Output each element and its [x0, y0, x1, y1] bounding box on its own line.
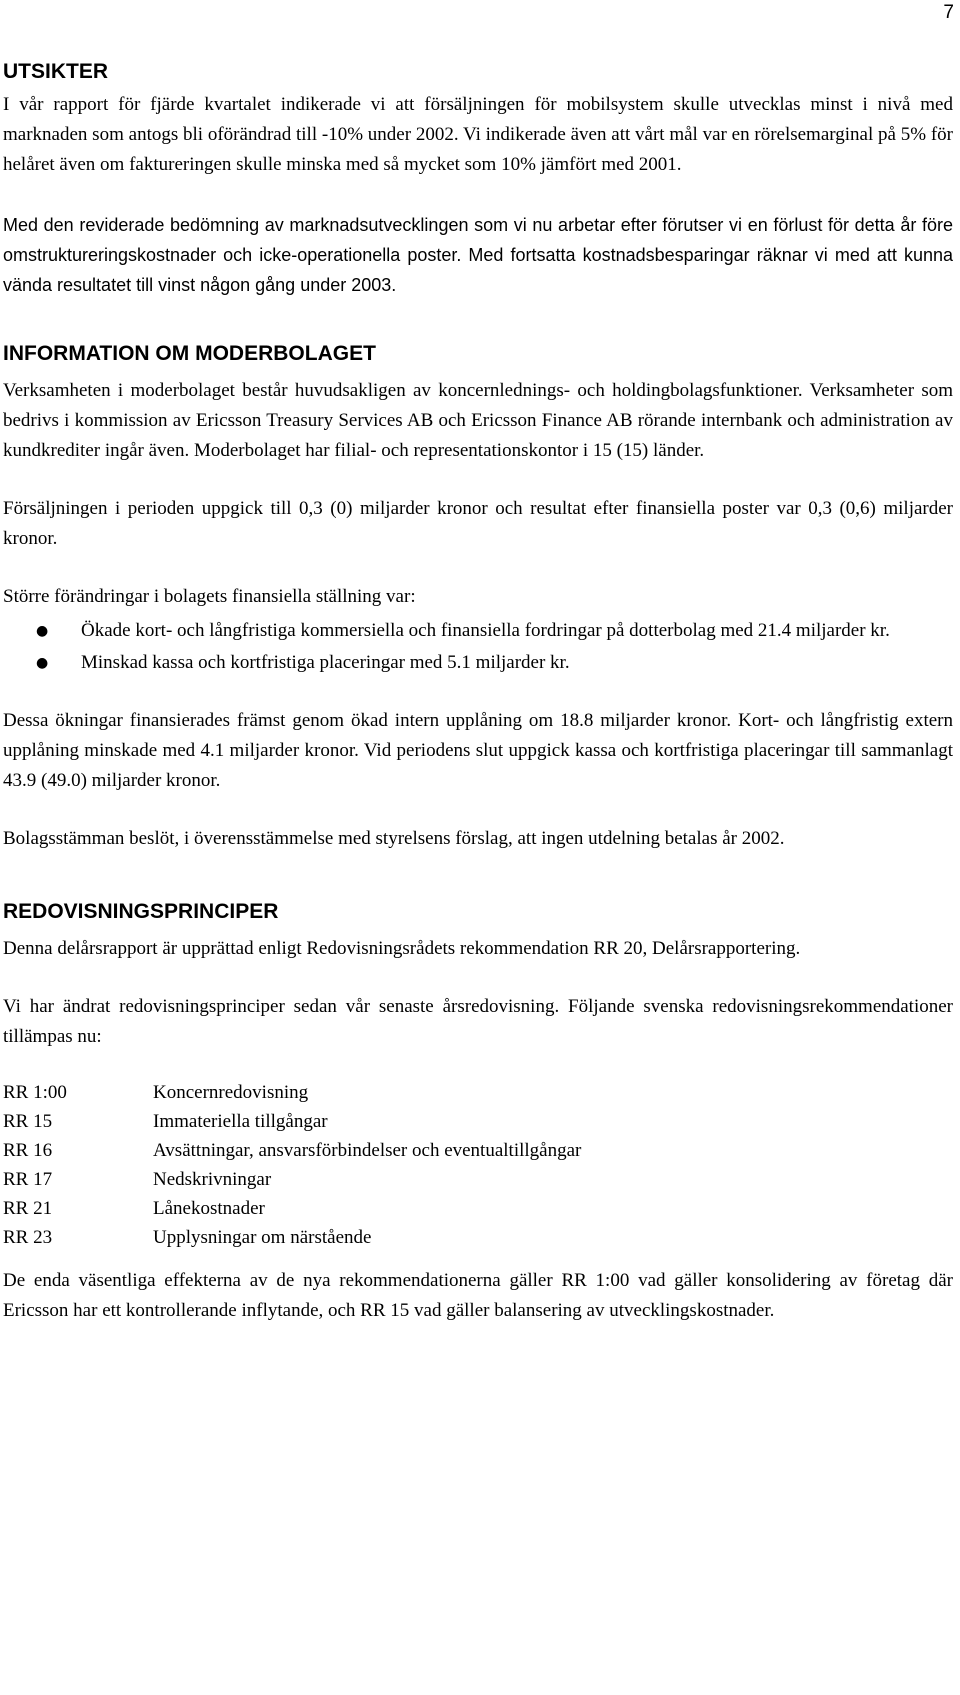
list-item-text: Ökade kort- och långfristiga kommersiella och finansiella fordringar på dotterbolag med 21.4 miljarder kr.: [81, 620, 890, 641]
moderbolaget-paragraph-5: Bolagsstämman beslöt, i överensstämmelse med styrelsens förslag, att ingen utdelning betalas år 2002.: [3, 828, 785, 849]
page-number: 7: [943, 2, 954, 23]
moderbolaget-paragraph-2: Försäljningen i perioden uppgick till 0,3 (0) miljarder kronor och resultat efter finansiella poster var 0,3 (0,6) miljarder kronor.: [3, 498, 953, 549]
moderbolaget-paragraph-4: Dessa ökningar finansierades främst genom ökad intern upplåning om 18.8 miljarder kronor. Kort- och långfristig extern upplåning minskade med 4.1 miljarder kronor. Vid periodens slut uppgick kassa och kortfristiga placeringar till sammanlagt 43.9 (49.0) miljarder kronor.: [3, 710, 953, 791]
heading-redovisningsprinciper: REDOVISNINGSPRINCIPER: [3, 900, 279, 923]
recommendation-code: RR 23: [3, 1227, 53, 1248]
bullet-icon: ●: [36, 655, 49, 671]
recommendation-code: RR 16: [3, 1140, 53, 1161]
heading-moderbolaget: INFORMATION OM MODERBOLAGET: [3, 342, 376, 365]
recommendation-code: RR 15: [3, 1111, 53, 1132]
financial-changes-list: [3, 616, 953, 678]
recommendation-name: Avsättningar, ansvarsförbindelser och eventualtillgångar: [153, 1140, 582, 1161]
recommendation-code: RR 1:00: [3, 1082, 67, 1103]
utsikter-paragraph-1: I vår rapport för fjärde kvartalet indikerade vi att försäljningen för mobilsystem skulle utvecklas minst i nivå med marknaden som antogs bli oförändrad till -10% under 2002. Vi indikerade även att vårt mål var en rörelsemarginal på 5% för helåret även om faktureringen skulle minska med så mycket som 10% jämfört med 2001.: [3, 94, 953, 175]
recommendation-name: Lånekostnader: [153, 1198, 265, 1219]
redovisning-paragraph-1: Denna delårsrapport är upprättad enligt Redovisningsrådets rekommendation RR 20, Delårsrapportering.: [3, 938, 801, 959]
bullet-icon: ●: [36, 623, 49, 639]
list-item: [3, 616, 953, 646]
recommendation-name: Nedskrivningar: [153, 1169, 272, 1190]
moderbolaget-paragraph-1: Verksamheten i moderbolaget består huvudsakligen av koncernlednings- och holdingbolagsfunktioner. Verksamheter som bedrivs i kommission av Ericsson Treasury Services AB och Ericsson Finance AB rörande internbank och administration av kundkrediter ingår även. Moderbolaget har filial- och representationskontor i 15 (15) länder.: [3, 380, 953, 461]
utsikter-paragraph-2: Med den reviderade bedömning av marknadsutvecklingen som vi nu arbetar efter förutser vi en förlust för detta år före omstruktureringskostnader och icke-operationella poster. Med fortsatta kostnadsbesparingar räknar vi med att kunna vända resultatet till vinst någon gång under 2003.: [3, 215, 953, 295]
recommendation-name: Koncernredovisning: [153, 1082, 309, 1103]
page-content: [3, 58, 953, 1326]
recommendation-code: RR 21: [3, 1198, 53, 1219]
heading-utsikter: UTSIKTER: [3, 60, 108, 83]
table-row: [3, 1223, 581, 1252]
table-row: [3, 1107, 581, 1136]
list-item: [3, 648, 953, 678]
recommendations-table: [3, 1078, 581, 1252]
list-item-text: Minskad kassa och kortfristiga placeringar med 5.1 miljarder kr.: [81, 652, 570, 673]
table-row: [3, 1136, 581, 1165]
recommendation-name: Upplysningar om närstående: [153, 1227, 372, 1248]
moderbolaget-paragraph-3: Större förändringar i bolagets finansiella ställning var:: [3, 586, 416, 607]
recommendation-code: RR 17: [3, 1169, 53, 1190]
table-row: [3, 1165, 581, 1194]
recommendation-name: Immateriella tillgångar: [153, 1111, 328, 1132]
table-row: [3, 1078, 581, 1107]
redovisning-paragraph-3: De enda väsentliga effekterna av de nya rekommendationerna gäller RR 1:00 vad gäller konsolidering av företag där Ericsson har ett kontrollerande inflytande, och RR 15 vad gäller balansering av utvecklingskostnader.: [3, 1270, 953, 1321]
redovisning-paragraph-2: Vi har ändrat redovisningsprinciper sedan vår senaste årsredovisning. Följande svenska redovisningsrekommendationer tillämpas nu:: [3, 996, 953, 1047]
table-row: [3, 1194, 581, 1223]
